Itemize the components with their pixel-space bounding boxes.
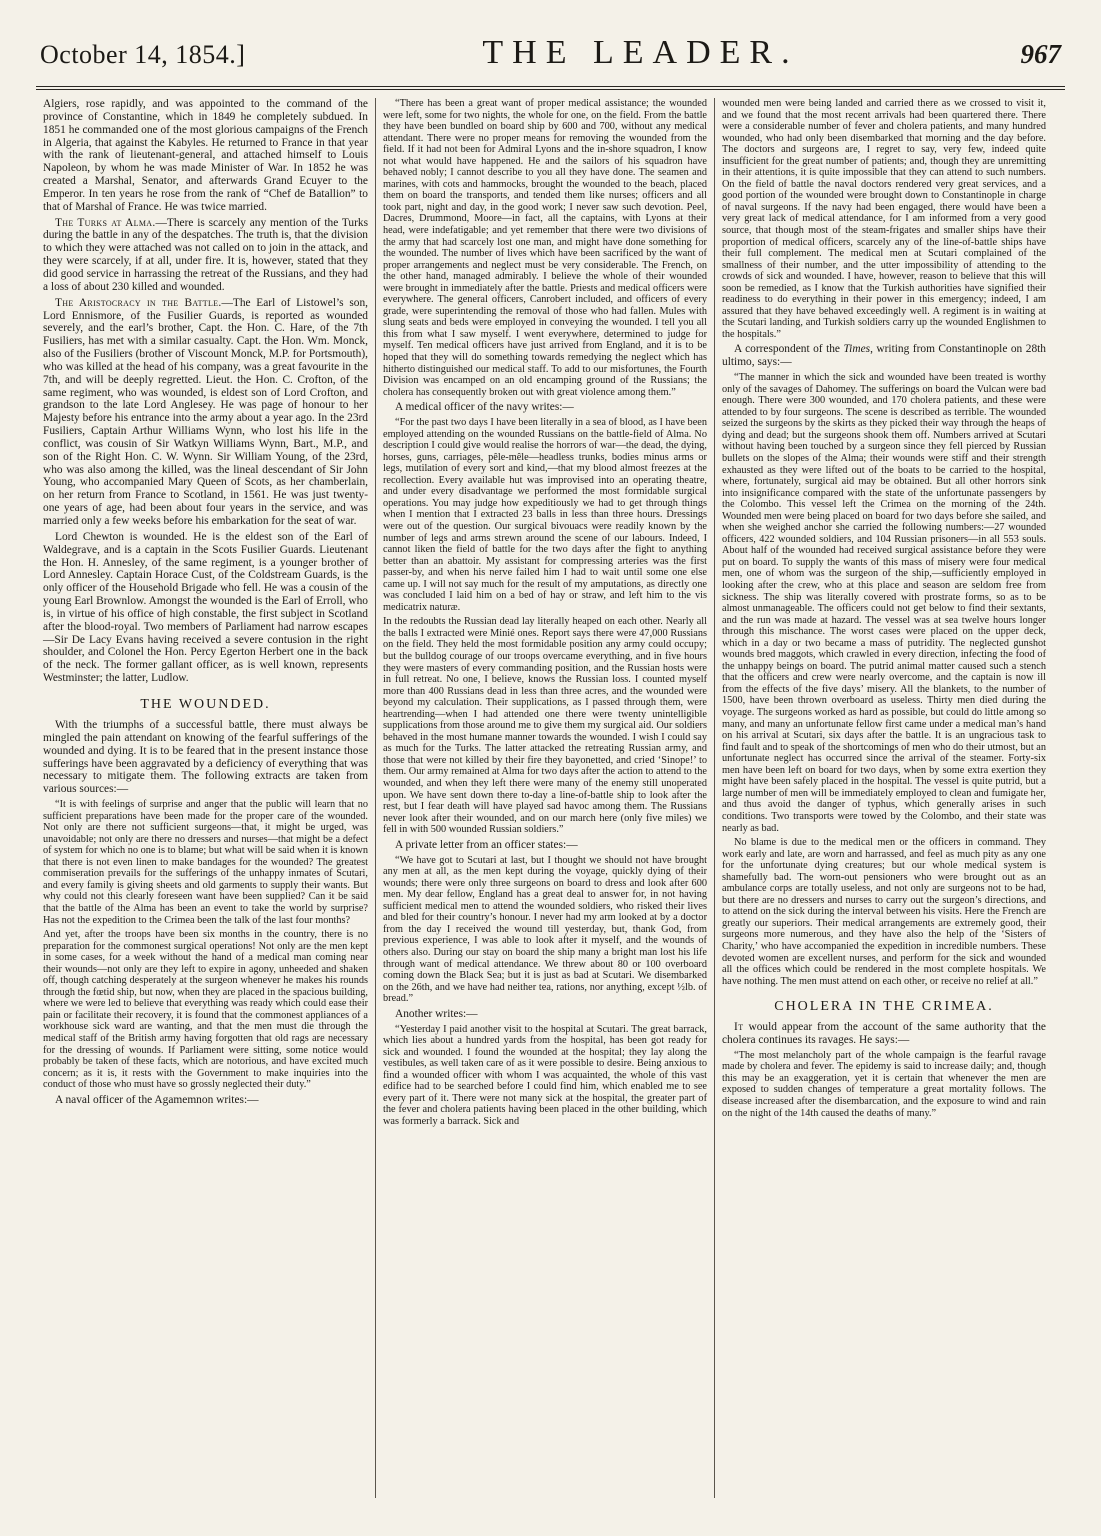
times-intro-post: , writing from Constantinople on 28th ultimo, says:—: [722, 343, 1046, 369]
private-letter-intro: A private letter from an officer states:—: [395, 838, 578, 851]
quote-sea-of-blood: “For the past two days I have been literally in a sea of blood, as I have been employed attending on the wounded Russians on the battle-field of Alma. No description I could give would realise the horrors of war—the dead, the dying, horses, guns, carriages, pêle-mêle—headless trunks, bodies minus arms or legs, mutilation of every sort and kind,—that my blood almost freezes at the recollection. Every available hut was improvised into an operating theatre, and under every disadvantage we performed the most formidable surgical operations. You may judge how expeditiously we had to get through things when I mention that I extracted 23 balls in less than three hours. Dressings were out of the question. Our surgical bivouacs were readily known by the number of legs and arms strewn around the scene of our labours. Indeed, I cannot liken the field of battle for the two days after the fight to anything better than an abattoir. My assistant for compressing arteries was the first passer-by, and when his nerve failed him I had to wait until some one else came up. I will not say much for the result of my amputations, as directly one was concluded I laid him on a bed of hay or straw, and left him to the vis medicatrix naturæ.: [383, 417, 707, 613]
chewton-paragraph: Lord Chewton is wounded. He is the eldest son of the Earl of Waldegrave, and is a captain in the Scots Fusilier Guards. Lieutenant the Hon. H. Annesley, of the same regiment, is a younger brother of Lord Annesley. Captain Horace Cust, of the Coldstream Guards, is the only officer of the Household Brigade who fell. He was a cousin of the young Earl Brownlow. Amongst the wounded is the Earl of Erroll, who is, in virtue of his office of high constable, the first subject in Scotland after the blood-royal. Two members of Parliament had narrow escapes—Sir De Lacy Evans having received a severe contusion in the right shoulder, and Colonel the Hon. Percy Egerton Herbert one in the back of the neck. The former gallant officer, as is well known, represents Westminster; the latter, Ludlow.: [43, 530, 368, 685]
quote-scutari-visit-continued: wounded men were being landed and carried there as we crossed to visit it, and we found that the most recent arrivals had been quartered there. There were a considerable number of fever and cholera patients, and many hundred wounded, who had only been disembarked that morning and the day before. The doctors and surgeons are, I regret to say, very few, indeed quite insufficient for the great number of patients; and, though they are unremitting in their attentions, it is quite impossible that they can attend to such numbers. On the field of battle the naval doctors rendered very great services, and a good portion of the wounded were brought down to Constantinople in charge of naval surgeons. If the navy had been engaged, there would have been a very great lack of medical attendance, for I am informed from a very good source, that though most of the steam-frigates and smaller ships have their proportion of medical officers, scarcely any of the line-of-battle ships have their full complement. The medical men at Scutari complained of the smallness of their number, and the utter impossibility of attending to the crowds of sick and wounded. I have, however, reason to believe that this will soon be remedied, as I know that the Turkish authorities have signified their readiness to do everything in their power in this emergency; indeed, I am assured that they have behaved exceedingly well. A regiment is in waiting at the Scutari landing, and Turkish soldiers carry up the wounded Englishmen to the hospitals.”: [722, 98, 1046, 340]
another-writes-intro: Another writes:—: [395, 1007, 478, 1020]
turks-head: The Turks at Alma.: [55, 216, 156, 229]
quote-scutari-visit: “Yesterday I paid another visit to the hospital at Scutari. The great barrack, which lies about a hundred yards from the hospital, has been got ready for sick and wounded. I found the wounded at the hospital; they lay along the vestibules, as well taken care of as it were possible to desire. Being anxious to find a wounded officer with whom I was acquainted, the whole of this vast edifice had to be searched before I could find him, which enabled me to see every part of it. There were not many sick at the hospital, the greater part of the fever and cholera patients having been placed in the other building, which was formerly a barrack. Sick and: [383, 1023, 707, 1127]
quote-sea-of-blood-continued: In the redoubts the Russian dead lay literally heaped on each other. Nearly all the balls I extracted were Minié ones. Report says there were 47,000 Russians on the field. They held the most formidable position any army could occupy; but the bulldog courage of our troops overcame everything, and in five hours they were masters of every commanding position, and the Russian hosts were in full retreat. No one, I believe, knows the Russian loss. I counted myself more than 400 Russians dead in less than three acres, and the wounded were beyond my calculation. Their supplications, as I passed through them, were heartrending—when I had attended one there were twenty unintelligible supplications from those around me to give them my surgical aid. Our soldiers behaved in the most humane manner towards the wounded. I wish I could say as much for the Turks. The latter attacked the retreating Russian army, and those that were not killed by their fire they bayonetted, and cried ‘Sinope!’ to them. Our army remained at Alma for two days after the action to attend to the wounded, and when they left there were many of the enemy still unoperated upon. We have sent down there to-day a line-of-battle ship to look after the rest, but I fear death will have played sad havoc among them. The Russians never look after their wounded, and on our march here (only five miles) we fell in with 500 wounded Russian soldiers.”: [383, 616, 707, 836]
quote-cholera: “The most melancholy part of the whole campaign is the fearful ravage made by cholera and fever. The epidemy is said to increase daily; and, though this may be an exaggeration, yet it is certain that whenever the men are exposed to sudden changes of temperature a great mortality follows. The disease increased after the disembarcation, and the exposure to wind and rain on the night of the 14th caused the deaths of many.”: [722, 1049, 1046, 1119]
issue-date: October 14, 1854.]: [40, 40, 246, 69]
column-middle: [375, 98, 714, 1498]
quote-no-blame: No blame is due to the medical men or the officers in command. They work early and late, are worn and harrassed, and feel as much pity as any one for the unfortunate dying creatures; but our whole medical system is shamefully bad. The worn-out pensioners who were brought out as an ambulance corps are totally useless, and not only are surgeons not to be had, but there are no dressers and nurses to carry out the surgeon’s directions, and to attend on the sick during the interval between his visits. Here the French are greatly our superiors. Their medical arrangements are extremely good, their surgeons more numerous, and they have also the help of the ‘Sisters of Charity,’ who have accompanied the expedition in incredible numbers. These devoted women are excellent nurses, and perform for the sick and wounded all the offices which could be rendered in the most complete hospitals. We have nothing. The men must attend on each other, or receive no relief at all.”: [722, 837, 1046, 987]
aristocracy-head: The Aristocracy in the Battle.: [55, 296, 222, 309]
page-number: 967: [1020, 39, 1061, 69]
cholera-lead-in: [722, 1021, 1046, 1047]
column-right: [714, 98, 1053, 1498]
quote-private-letter: “We have got to Scutari at last, but I thought we should not have brought any men at all, as the men kept during the voyage, quickly dying of their wounds; there were only three surgeons on board to dress and look after 600 men. My dear fellow, England has a great deal to answer for, in not having sufficient medical men to attend the wounded soldiers, who risked their lives and bled for their country’s honour. I never had my arm looked at by a doctor from the day I received the wound till yesterday, but, thank God, from previous experience, I was able to look after it myself, and the wounds of others also. During our stay on board the ship many a bright man lost his life through want of medical attendance. We threw about 80 or 100 overboard coming down the Black Sea; but it is just as bad at Scutari. We disembarked on the 26th, and we have had neither tea, rations, nor anything, except ½lb. of bread.”: [383, 854, 707, 1005]
turks-paragraph: [43, 217, 368, 294]
quote-naval-officer: “There has been a great want of proper medical assistance; the wounded were left, some for two nights, the whole for one, on the field. From the battle they have been bundled on board ship by 600 and 700, without any medical attendant. There were no proper means for removing the wounded from the field. If it had not been for Admiral Lyons and the in-shore squadron, I know not what would have happened. He and the sailors of his squadron have behaved nobly; I cannot describe to you all they have done. The seamen and marines, with cots and hammocks, brought the wounded to the beach, placed them on board the transports, and tended them like nurses; officers and all took part, night and day, in the good work; I never saw such devotion. Peel, Dacres, Drummond, Moore—in fact, all the captains, with Lyons at their head, were indefatigable; and yet remember that there were two divisions of the army that had scarcely lost one man, and might have done something for the wounded. The number of lives which have been sacrificed by the want of proper arrangements and neglect must be very considerable. The French, on the other hand, managed admirably. I believe the whole of their wounded were brought in immediately after the battle. Priests and medical officers were everywhere. The general officers, Canrobert included, and officers of every grade, were superintending the removal of those who had fallen. Mules with slung seats and beds were employed in conveying the wounded. I tell you all this from what I saw myself. I went everywhere, determined to judge for myself. Ten medical officers have just arrived from England, and it is to be hoped that they will do something towards remedying the neglect which has hitherto distinguished our medical staff. To add to our misfortunes, the Fourth Division was encamped on an old encamping ground of the Russians; the cholera has consequently broken out with great violence among them.”: [383, 98, 707, 398]
times-intro-pre: A correspondent of the: [734, 343, 844, 356]
cholera-heading: CHOLERA IN THE CRIMEA.: [774, 999, 994, 1015]
quote-surprise-anger: “It is with feelings of surprise and anger that the public will learn that no sufficient preparations have been made for the proper care of the wounded. Not only are there not sufficient surgeons—that, it might be urged, was unavoidable; not only are there no dressers and nurses—that might be a defect of system for which no one is to blame; but what will be said when it is known that there is not even linen to make bandages for the wounded? The greatest commiseration prevails for the sufferings of the unhappy inmates of Scutari, and every family is giving sheets and old garments to supply their wants. But why could not this clearly foreseen want have been supplied? Can it be said that the battle of the Alma has been an event to take the world by surprise? Has not the expedition to the Crimea been the talk of the last four months?: [43, 799, 368, 926]
cholera-lead-caps: It: [734, 1021, 744, 1034]
quote-colombo: “The manner in which the sick and wounded have been treated is worthy only of the savages of Dahomey. The sufferings on board the Vulcan were bad enough. There were 300 wounded, and 170 cholera patients, and these were attended to by four surgeons. The scene is described as terrible. The wounded seized the surgeons by the skirts as they picked their way through the heaps of dying and dead; but the surgeons shook them off. Numbers arrived at Scutari without having been touched by a surgeon since they fell pierced by Russian bullets on the slopes of the Alma; their wounds were stiff and their strength exhausted as they were lifted out of the boats to be carried to the hospital, where, fortunately, surgical aid may be obtained. But all other horrors sink into insignificance compared with the state of the unfortunate passengers by the Colombo. This vessel left the Crimea on the morning of the 24th. Wounded men were being placed on board for two days before she sailed, and when she weighed anchor she carried the following numbers:—27 wounded officers, 422 wounded soldiers, and 104 Russian prisoners—in all 553 souls. About half of the wounded had received surgical assistance before they were put on board. To supply the wants of this mass of misery were four medical men, one of whom was the surgeon of the ship,—sufficiently employed in looking after the crew, who at this place and season are seldom free from sickness. The ship was literally covered with prostrate forms, so as to be almost unmanageable. The officers could not get below to find their sextants, and the run was made at hazard. The vessel was at sea twelve hours longer through this mischance. The worst cases were placed on the upper deck, which in a day or two became a mass of putridity. The neglected gunshot wounds bred maggots, which crawled in every direction, infecting the food of the unhappy beings on board. The putrid animal matter caused such a stench that the officers and crew were nearly overcome, and the captain is now ill from the effects of the five days’ misery. All the blankets, to the number of 1500, have been thrown overboard as useless. Thirty men died during the voyage. The surgeons worked as hard as possible, but could do little among so many, and many an unfortunate fellow first came under a medical man’s hand on his arrival at Scutari, six days after the battle. It is an ungracious task to find fault and to speak of the shortcomings of men who do their utmost, but an unfortunate neglect has occurred since the arrival of the steamer. Forty-six men have been left on board for two days, when by some extra exertion they might have been safely placed in the hospital. The vessel is quite putrid, but a large number of men will be immediately employed to clean and fumigate her, and thus avoid the danger of typhus, which generally arises in such conditions. Two transports were towed by the Colombo, and their state was nearly as bad.: [722, 372, 1046, 834]
aristocracy-body: —The Earl of Listowel’s son, Lord Ennismore, of the Fusilier Guards, is reported as wounded severely, and the earl’s brother, Capt. the Hon. C. Hare, of the 7th Fusiliers, has met with a similar casualty. Capt. the Hon. Wm. Monck, also of the Fusiliers (brother of Viscount Monck, M.P. for Portsmouth), who was killed at the head of his company, was a great favourite in the 7th, and will be deeply regretted. Lieut. the Hon. C. Crofton, of the same regiment, who was wounded, is eldest son of Lord Crofton, and grandson to the late Lord Anglesey. He was page of honour to her Majesty before his entrance into the army about a year ago. In the 23rd Fusiliers, Captain Arthur Williams Wynn, who lost his life in the conflict, was cousin of Sir Watkyn Williams Wynn, Bart., M.P., and son of the Right Hon. C. W. Wynn. Sir William Young, of the 23rd, who was also among the killed, was the lineal descendant of Sir John Young, who accompanied Mary Queen of Scots, as her chamberlain, on her return from France to Scotland, in 1561. He was just twenty-one years of age, had been about four years in the service, and was married only a few weeks before his embarkation for the seat of war.: [43, 296, 368, 527]
newspaper-title: THE LEADER.: [482, 34, 799, 71]
cholera-lead-text: would appear from the account of the same authority that the cholera continues its ravages. He says:—: [722, 1021, 1046, 1046]
aristocracy-paragraph: [43, 297, 368, 528]
columns: [36, 98, 1065, 1498]
navy-medical-intro: A medical officer of the navy writes:—: [395, 401, 574, 414]
times-correspondent-intro: [722, 343, 1046, 369]
turks-body: —There is scarcely any mention of the Turks during the battle in any of the despatches. The truth is, that the division to which they were attached was not called on to join in the attack, and they were scarcely, if at all, under fire. It is, however, stated that they did good service in harrassing the retreat of the Russians, and they had a loss of about 230 killed and wounded.: [43, 216, 369, 293]
naval-officer-intro: A naval officer of the Agamemnon writes:—: [55, 1093, 259, 1106]
column-left: [36, 98, 375, 1498]
wounded-heading: THE WOUNDED.: [140, 696, 271, 712]
times-paper-name: Times: [843, 343, 871, 356]
quote-surprise-anger-continued: And yet, after the troops have been six months in the country, there is no preparation for the commonest surgical operations! Not only are the men kept in some cases, for a week without the hand of a medical man coming near their wounds—not only are they left to expire in agony, unheeded and shaken off, though catching desperately at the surgeon whenever he makes his rounds through the fœtid ship, but now, when they are placed in the spacious building, where we were led to believe that everything was ready which could ease their pain or facilitate their recovery, it is found that the commonest appliances of a workhouse sick ward are wanting, and that the men must die through the medical staff of the British army having forgotten that old rags are necessary for the dressing of wounds. If Parliament were sitting, some notice would probably be taken of these facts, which are notorious, and have excited much concern; as it is, it rests with the Government to make inquiries into the conduct of those who must have so grossly neglected their duty.”: [43, 929, 368, 1091]
masthead: [36, 34, 1065, 86]
masthead-rule: [36, 86, 1065, 90]
algiers-paragraph: Algiers, rose rapidly, and was appointed to the command of the province of Constantine, which in 1849 he completely subdued. In 1851 he commanded one of the most glorious campaigns of the French in Algeria, that against the Kabyles. He returned to France in that year with the rank of lieutenant-general, and attached himself to Louis Napoleon, by whom he was made Minister of War. In 1852 he was created a Marshal, Senator, and afterwards Grand Ecuyer to the Emperor. In ten years he rose from the rank of “Chef de Batallion” to that of Marshal of France. He was twice married.: [43, 98, 368, 213]
wounded-intro: With the triumphs of a successful battle, there must always be mingled the pain attendant on knowing of the fearful sufferings of the wounded and dying. It is to be feared that in the present instance those sufferings have been aggravated by a deficiency of everything that was necessary to mitigate them. The following extracts are taken from various sources:—: [43, 718, 368, 796]
